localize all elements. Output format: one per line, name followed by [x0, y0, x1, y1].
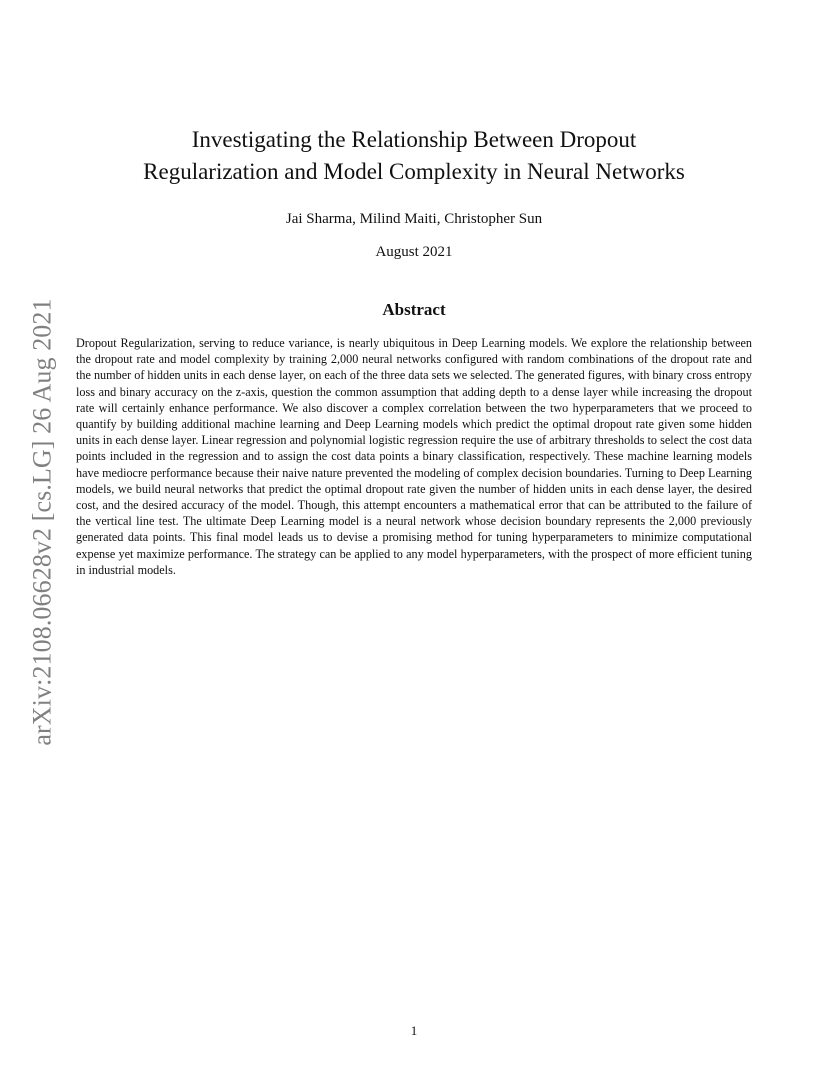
page-number: 1	[410, 1023, 418, 1038]
paper-date: August 2021	[375, 244, 453, 260]
paper-title-line-1: Investigating the Relationship Between Dropout	[191, 127, 637, 152]
arxiv-identifier-text: arXiv:2108.06628v2 [cs.LG] 26 Aug 2021	[28, 298, 58, 746]
abstract-heading: Abstract	[382, 300, 446, 319]
paper-title-line-2: Regularization and Model Complexity in Neural Networks	[143, 159, 685, 184]
abstract-body: Dropout Regularization, serving to reduce variance, is nearly ubiquitous in Deep Learning models. We explore the relationship between the dropout rate and model complexity by training 2,000 neural networks configured with random combinations of the dropout rate and the number of hidden units in each dense layer, on each of the three data sets we selected. The generated figures, with binary cross entropy loss and binary accuracy on the z-axis, question the common assumption that adding depth to a dense layer while increasing the dropout rate will certainly enhance performance. We also discover a complex correlation between the two hyperparameters that we proceed to quantify by building additional machine learning and Deep Learning models which predict the optimal dropout rate given some hidden units in each dense layer. Linear regression and polynomial logistic regression require the use of arbitrary thresholds to select the cost data points included in the regression and to assign the cost data points a binary classification, respectively. These machine learning models have mediocre performance because their naive nature prevented the modeling of complex decision boundaries. Turning to Deep Learning models, we build neural networks that predict the optimal dropout rate given the number of hidden units in each dense layer, the desired cost, and the desired accuracy of the model. Though, this attempt encounters a mathematical error that can be attributed to the failure of the vertical line test. The ultimate Deep Learning model is a neural network whose decision boundary represents the 2,000 previously generated data points. This final model leads us to devise a promising method for tuning hyperparameters to minimize computational expense yet maximize performance. The strategy can be applied to any model hyperparameters, with the prospect of more efficient tuning in industrial models.	[76, 336, 752, 577]
paper-title	[80, 124, 748, 188]
paper-authors: Jai Sharma, Milind Maiti, Christopher Sun	[285, 211, 543, 227]
arxiv-identifier-stamp	[21, 286, 65, 758]
